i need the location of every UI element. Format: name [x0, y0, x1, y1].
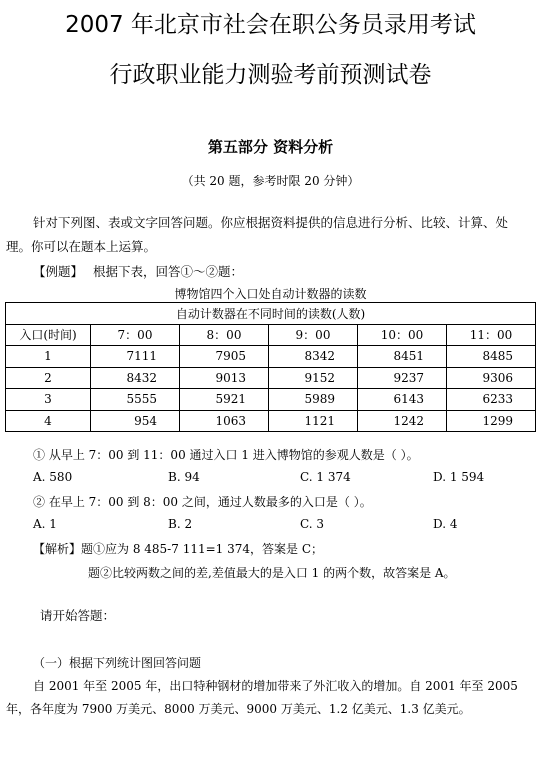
- table-cell: 954: [91, 410, 180, 432]
- table-cell: 6233: [447, 389, 536, 411]
- question-1-text: ① 从早上 7：00 到 11：00 通过入口 1 进入博物馆的参观人数是（ ）。: [33, 448, 419, 462]
- document-title-line1: 2007 年北京市社会在职公务员录用考试: [65, 12, 476, 38]
- table-cell: 5989: [269, 389, 358, 411]
- part-one-heading: （一）根据下列统计图回答问题: [33, 656, 202, 670]
- column-header: 9：00: [269, 324, 358, 346]
- instructions-line1: 针对下列图、表或文字回答问题。你应根据资料提供的信息进行分析、比较、计算、处: [33, 215, 509, 230]
- q1-option-a: A. 580: [33, 470, 73, 484]
- table-cell: 9013: [180, 367, 269, 389]
- q1-option-b: B. 94: [168, 470, 200, 484]
- table-cell: 2: [6, 367, 91, 389]
- part-one-para-line2: 年，各年度为 7900 万美元、8000 万美元、9000 万美元、1.2 亿美元、1.3 亿美元。: [6, 702, 471, 716]
- table-cell: 8485: [447, 346, 536, 368]
- part-subtitle: （共 20 题，参考时限 20 分钟）: [181, 174, 360, 188]
- q2-option-b: B. 2: [168, 517, 193, 531]
- table-group-header: 自动计数器在不同时间的读数(人数): [6, 303, 536, 325]
- column-header: 入口(时间): [6, 324, 91, 346]
- q2-option-d: D. 4: [433, 517, 458, 531]
- example-intro: 根据下表，回答①～②题：: [93, 264, 244, 279]
- counter-table: [5, 302, 536, 432]
- example-intro-row: [33, 262, 243, 280]
- document-title-line2: 行政职业能力测验考前预测试卷: [109, 62, 432, 88]
- table-caption: 博物馆四个入口处自动计数器的读数: [174, 287, 367, 301]
- table-cell: 8432: [91, 367, 180, 389]
- table-cell: 6143: [358, 389, 447, 411]
- table-cell: 3: [6, 389, 91, 411]
- table-cell: 5555: [91, 389, 180, 411]
- table-cell: 1121: [269, 410, 358, 432]
- table-cell: 1299: [447, 410, 536, 432]
- q2-option-c: C. 3: [300, 517, 325, 531]
- start-prompt: 请开始答题：: [40, 608, 116, 623]
- table-cell: 4: [6, 410, 91, 432]
- q2-option-a: A. 1: [33, 517, 57, 531]
- table-header-row: [6, 324, 536, 346]
- table-cell: 1063: [180, 410, 269, 432]
- table-cell: 7905: [180, 346, 269, 368]
- q1-option-d: D. 1 594: [433, 470, 485, 484]
- table-cell: 8451: [358, 346, 447, 368]
- table-cell: 1: [6, 346, 91, 368]
- table-cell: 9237: [358, 367, 447, 389]
- part-one-para-line1: 自 2001 年至 2005 年，出口特种钢材的增加带来了外汇收入的增加。自 2001 年至 2005: [33, 679, 518, 693]
- column-header: 8：00: [180, 324, 269, 346]
- part-title: 第五部分 资料分析: [207, 138, 334, 156]
- instructions-line2: 理。你可以在题本上运算。: [6, 239, 157, 254]
- analysis-row: [33, 540, 323, 557]
- table-row: [6, 410, 536, 432]
- table-cell: 8342: [269, 346, 358, 368]
- analysis-label: 【解析】: [33, 542, 82, 556]
- column-header: 10：00: [358, 324, 447, 346]
- table-row: [6, 389, 536, 411]
- q1-option-c: C. 1 374: [300, 470, 351, 484]
- table-group-header-row: [6, 303, 536, 325]
- table-cell: 9152: [269, 367, 358, 389]
- analysis-line1: 题①应为 8 485-7 111=1 374，答案是 C；: [81, 542, 323, 556]
- question-2-text: ② 在早上 7：00 到 8：00 之间，通过人数最多的入口是（ ）。: [33, 495, 372, 509]
- table-cell: 9306: [447, 367, 536, 389]
- table-row: [6, 346, 536, 368]
- table-cell: 5921: [180, 389, 269, 411]
- table-cell: 1242: [358, 410, 447, 432]
- table-row: [6, 367, 536, 389]
- column-header: 11：00: [447, 324, 536, 346]
- column-header: 7：00: [91, 324, 180, 346]
- table-cell: 7111: [91, 346, 180, 368]
- example-label: 【例题】: [33, 264, 84, 279]
- analysis-line2: 题②比较两数之间的差,差值最大的是入口 1 的两个数，故答案是 A。: [88, 566, 456, 580]
